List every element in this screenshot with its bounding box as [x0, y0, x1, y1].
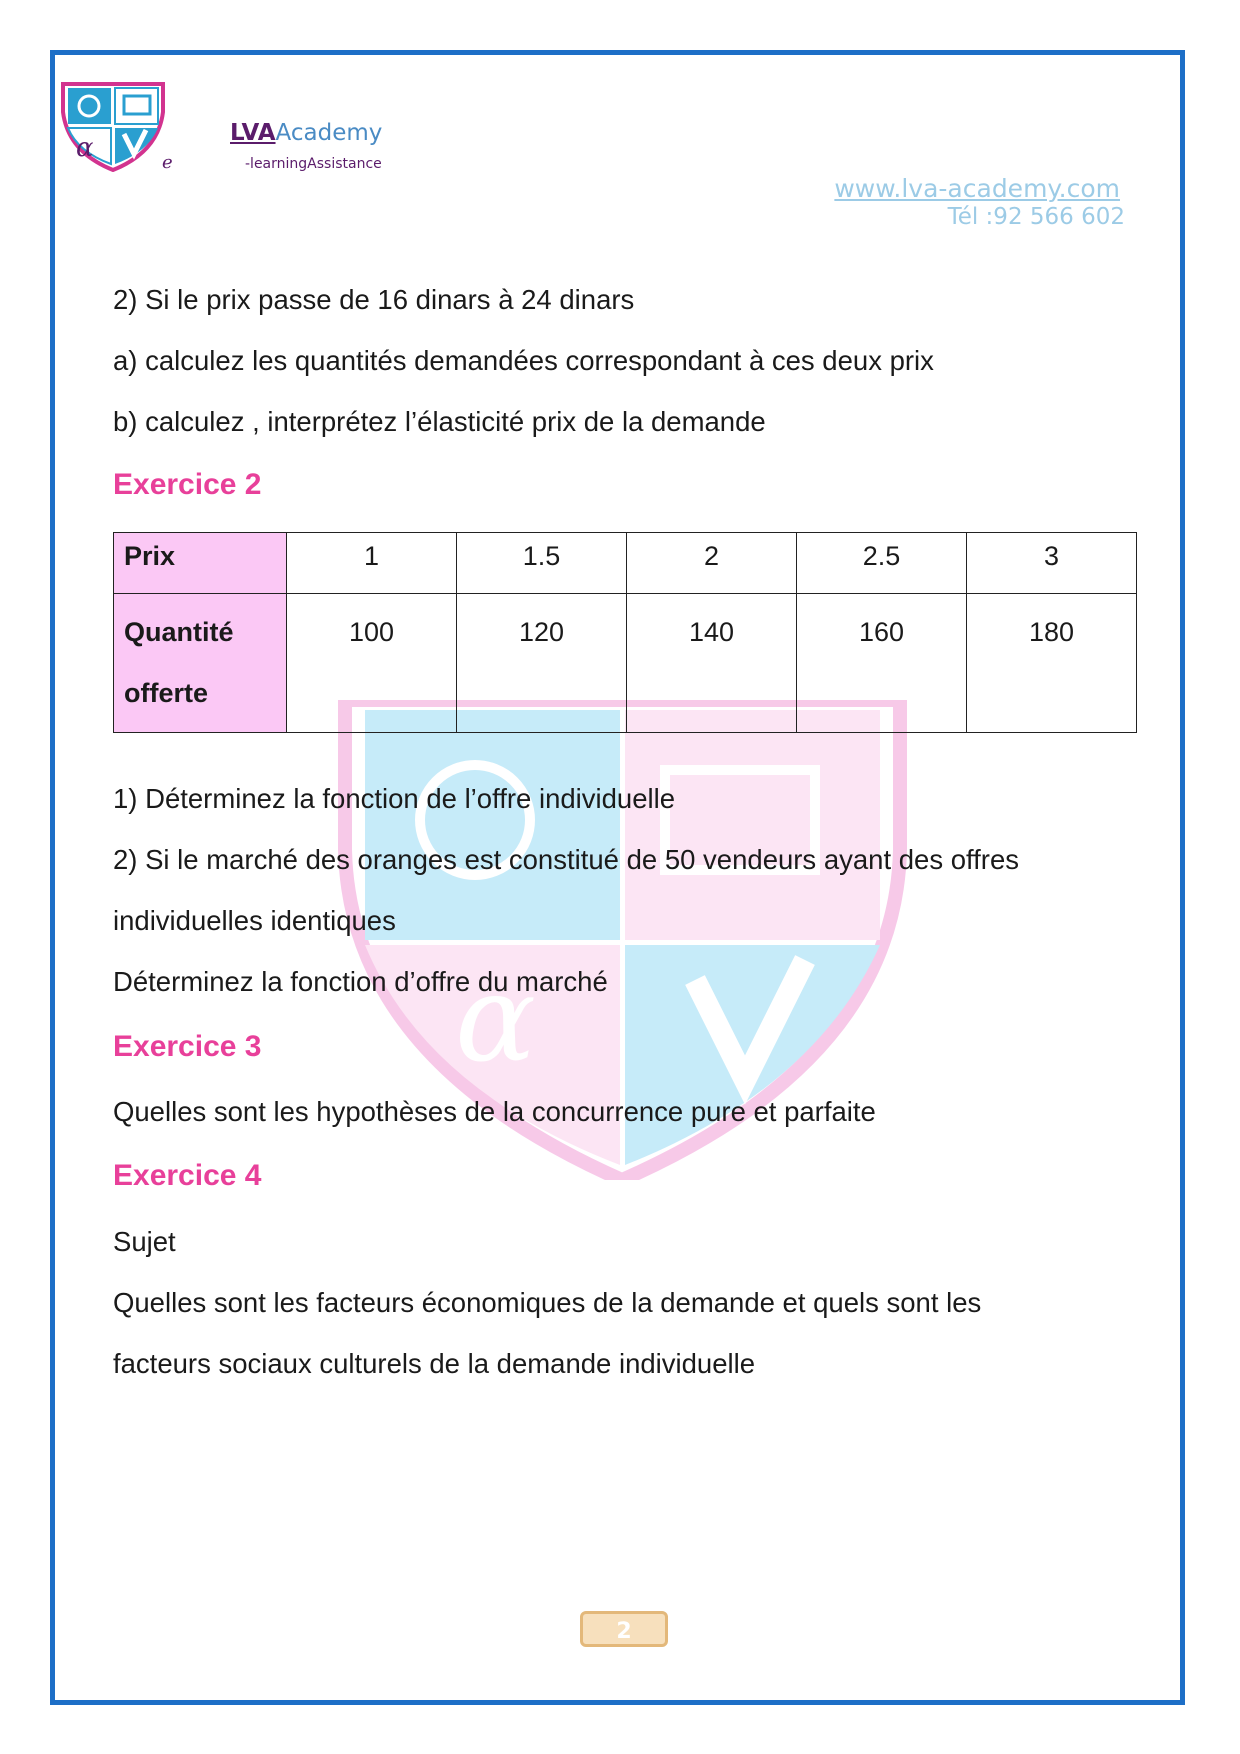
ex4-line-1: Sujet [113, 1226, 176, 1257]
ex2-line-3: individuelles identiques [113, 905, 396, 936]
intro-line-2: a) calculez les quantités demandées correspondant à ces deux prix [113, 345, 934, 376]
table-cell: 1 [287, 533, 457, 594]
table-cell: 180 [967, 594, 1137, 733]
brand-name [230, 120, 382, 146]
intro-line-3: b) calculez , interprétez l’élasticité prix de la demande [113, 406, 766, 437]
table-cell: 100 [287, 594, 457, 733]
brand-lva: LVA [230, 120, 276, 146]
label-line-1: Quantité [124, 617, 234, 647]
ex4-line-3: facteurs sociaux culturels de la demande individuelle [113, 1348, 756, 1379]
svg-text:α: α [455, 950, 537, 1089]
table-row-label-prix: Prix [114, 533, 287, 594]
exercise-3-title: Exercice 3 [113, 1030, 262, 1063]
ex2-line-4: Déterminez la fonction d’offre du marché [113, 966, 608, 997]
ex2-line-1: 1) Déterminez la fonction de l’offre individuelle [113, 783, 676, 814]
ex2-line-2: 2) Si le marché des oranges est constitué de 50 vendeurs ayant des offres [113, 844, 1019, 875]
table-cell: 140 [627, 594, 797, 733]
table-cell: 1.5 [457, 533, 627, 594]
table-cell: 2 [627, 533, 797, 594]
intro-line-1: 2) Si le prix passe de 16 dinars à 24 dinars [113, 284, 635, 315]
brand-e-mark: e [162, 152, 173, 173]
brand-tagline: -learningAssistance [245, 156, 382, 172]
price-quantity-table [113, 532, 1137, 733]
ex4-line-2: Quelles sont les facteurs économiques de la demande et quels sont les [113, 1287, 982, 1318]
exercise-4-title: Exercice 4 [113, 1159, 262, 1192]
website-link[interactable]: www.lva-academy.com [834, 174, 1120, 203]
table-cell: 3 [967, 533, 1137, 594]
table-cell: 2.5 [797, 533, 967, 594]
table-row [114, 594, 1137, 733]
brand-academy: Academy [275, 120, 383, 146]
ex3-line: Quelles sont les hypothèses de la concurrence pure et parfaite [113, 1096, 876, 1127]
table-row [114, 533, 1137, 594]
lva-academy-logo [58, 82, 168, 172]
table-cell: 160 [797, 594, 967, 733]
label-line-2: offerte [124, 678, 209, 708]
table-cell: 120 [457, 594, 627, 733]
page-number-badge: 2 [580, 1611, 668, 1647]
phone-number: Tél :92 566 602 [947, 204, 1125, 230]
exercise-2-title: Exercice 2 [113, 468, 262, 501]
table-row-label-quantite [114, 594, 287, 733]
svg-text:α: α [76, 133, 94, 163]
